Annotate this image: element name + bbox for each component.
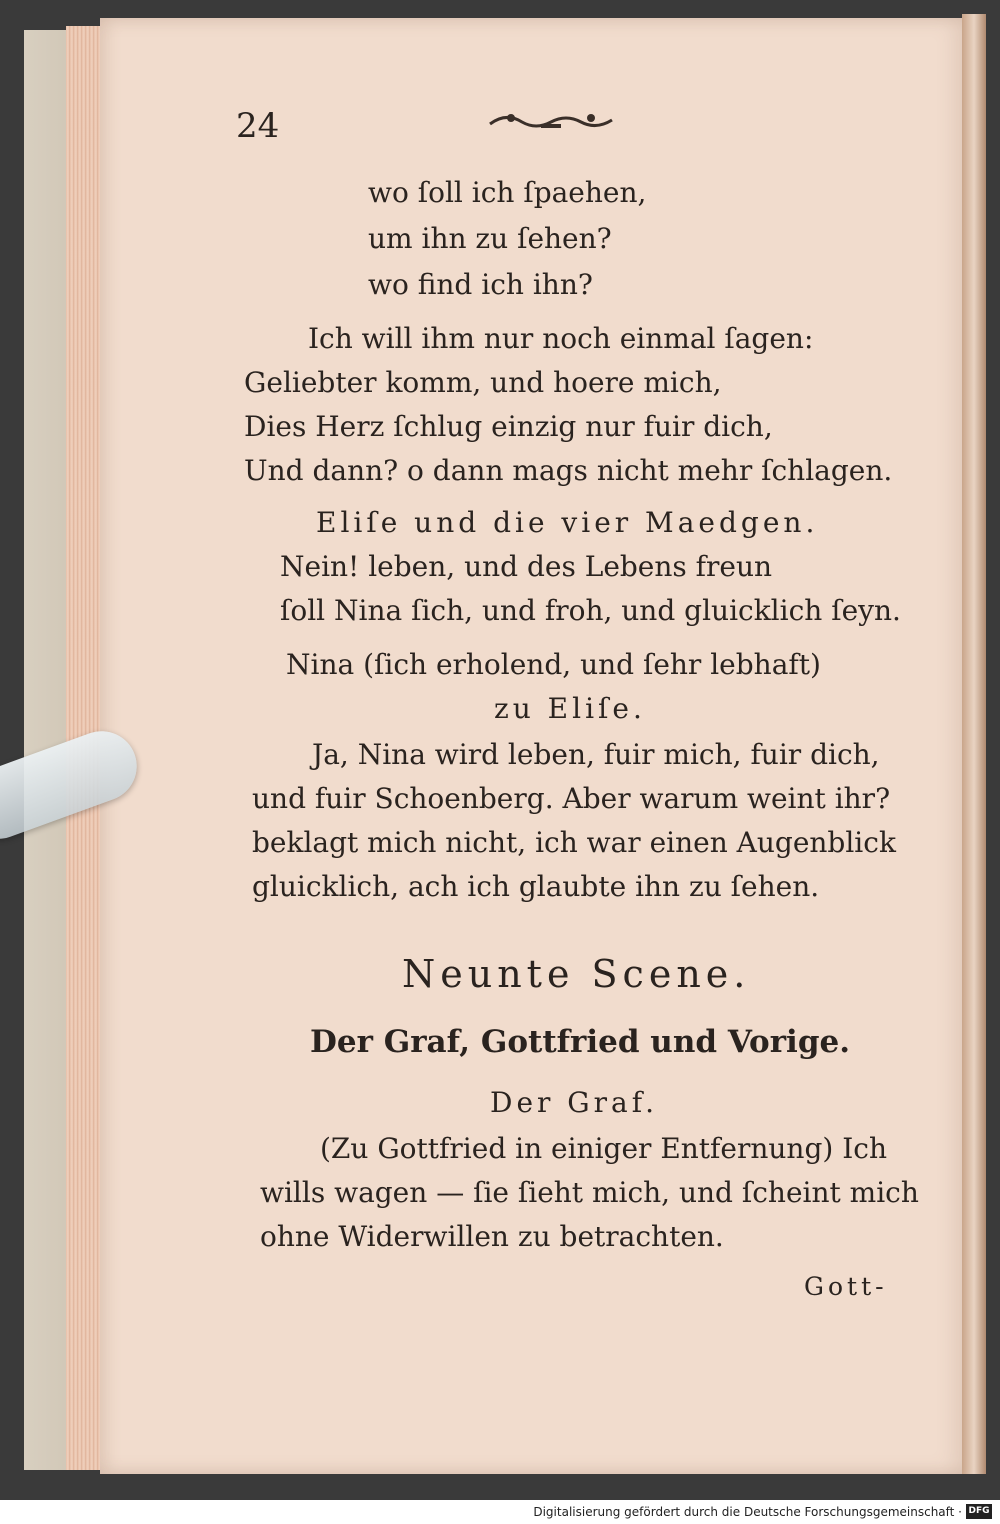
verse-line: ſoll Nina ſich, und froh, und gluicklich ſeyn. <box>280 594 901 627</box>
prose-line: ohne Widerwillen zu betrachten. <box>260 1220 724 1253</box>
verse-line: wo find ich ihn? <box>368 268 593 301</box>
prose-line: wills wagen — ſie ſieht mich, und ſcheint mich <box>260 1176 919 1209</box>
speaker-line: Nina (ſich erholend, und ſehr lebhaft) <box>286 648 821 681</box>
speaker-line: Der Graf. <box>490 1086 659 1119</box>
page-number: 24 <box>236 106 280 146</box>
prose-line: Ja, Nina wird leben, fuir mich, fuir dich, <box>312 738 880 771</box>
verse-line: Ich will ihm nur noch einmal ſagen: <box>308 322 814 355</box>
prose-line: beklagt mich nicht, ich war einen Augenblick <box>252 826 896 859</box>
speaker-line: zu Eliſe. <box>494 692 646 725</box>
speaker-line: Eliſe und die vier Maedgen. <box>316 506 819 539</box>
scene-heading: Neunte Scene. <box>402 952 751 996</box>
footer-credit: Digitalisierung gefördert durch die Deutsche Forschungsgemeinschaft · <box>533 1505 962 1519</box>
prose-line: gluicklich, ach ich glaubte ihn zu ſehen. <box>252 870 820 903</box>
scene-subheading: Der Graf, Gottfried und Vorige. <box>310 1024 851 1060</box>
gutter-edge <box>962 14 986 1474</box>
verse-line: wo ſoll ich ſpaehen, <box>368 176 647 209</box>
dfg-logo-icon: DFG <box>966 1504 992 1519</box>
verse-line: Dies Herz ſchlug einzig nur fuir dich, <box>244 410 773 443</box>
verse-line: Und dann? o dann mags nicht mehr ſchlagen. <box>244 454 893 487</box>
verse-line: Nein! leben, und des Lebens freun <box>280 550 773 583</box>
verse-line: um ihn zu ſehen? <box>368 222 612 255</box>
footer-bar <box>0 1500 1000 1524</box>
verse-line: Geliebter komm, und hoere mich, <box>244 366 722 399</box>
catchword: Gott- <box>804 1272 888 1301</box>
ornament-icon <box>486 104 616 140</box>
prose-line: (Zu Gottfried in einiger Entfernung) Ich <box>320 1132 887 1165</box>
prose-line: und fuir Schoenberg. Aber warum weint ihr? <box>252 782 891 815</box>
page-holder-tab <box>0 730 150 890</box>
